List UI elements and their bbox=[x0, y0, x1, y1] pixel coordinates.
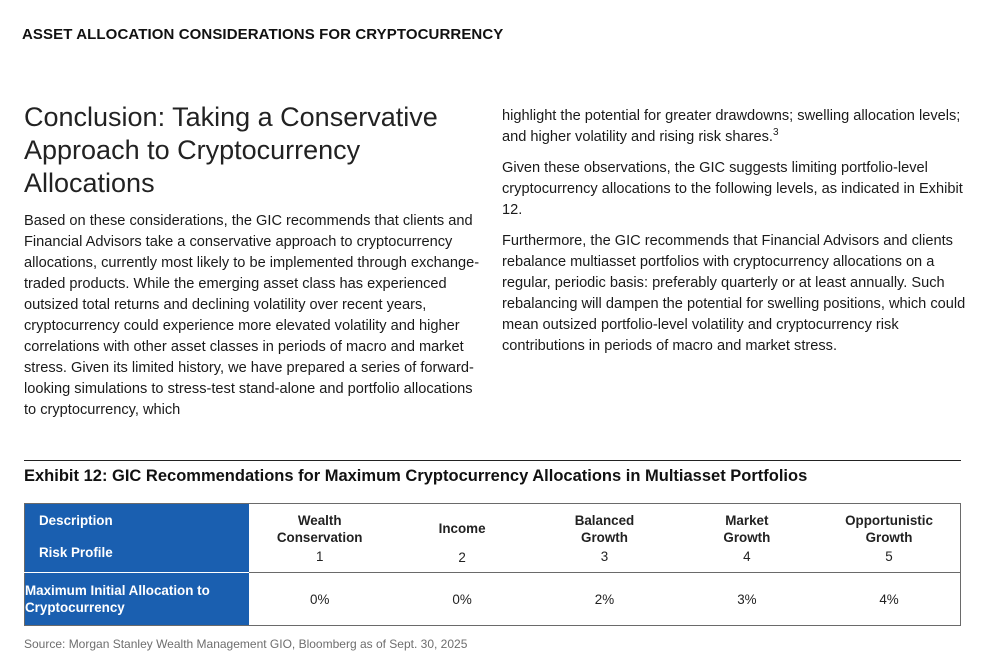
column-opportunistic-growth bbox=[818, 504, 960, 573]
section-header: ASSET ALLOCATION CONSIDERATIONS FOR CRYPTOCURRENCY bbox=[22, 26, 504, 43]
right-paragraph-1-text: highlight the potential for greater drawdowns; swelling allocation levels; and higher volatility and rising risk shares. bbox=[502, 108, 961, 145]
exhibit-divider bbox=[24, 460, 961, 461]
allocation-table bbox=[24, 503, 961, 626]
risk-value: 2 bbox=[458, 550, 466, 565]
allocation-value: 2% bbox=[533, 573, 675, 626]
profile-name: Wealth Conservation bbox=[276, 512, 363, 545]
left-paragraph: Based on these considerations, the GIC recommends that clients and Financial Advisors take a conservative approach to cryptocurrency allocations, currently most likely to be implemented through exchange-traded products. While the emerging asset class has experienced outsized total returns and declining volatility over recent years, cryptocurrency could experience more elevated volatility and higher correlations with other asset classes in periods of macro and market stress. Given its limited history, we have prepared a series of forward-looking simulations to stress-test stand-alone and portfolio allocations to cryptocurrency, which bbox=[24, 213, 480, 418]
description-risk-header bbox=[25, 504, 249, 573]
right-paragraph-1 bbox=[502, 106, 972, 148]
description-label: Description bbox=[39, 513, 113, 528]
page-title: Conclusion: Taking a Conservative Approach to Cryptocurrency Allocations bbox=[24, 102, 438, 198]
column-market-growth bbox=[676, 504, 818, 573]
footnote-marker: 3 bbox=[772, 127, 779, 139]
risk-profile-label: Risk Profile bbox=[39, 545, 113, 560]
profile-name: Market Growth bbox=[723, 512, 771, 545]
allocation-value: 3% bbox=[676, 573, 818, 626]
right-paragraph-3: Furthermore, the GIC recommends that Financial Advisors and clients rebalance multiasset portfolios with cryptocurrency allocations on a regular, periodic basis: preferably quarterly or at least annually. Such rebalancing will dampen the potential for swelling positions, which could mean outsized portfolio-level volatility and cryptocurrency risk contributions in periods of macro and market stress. bbox=[502, 233, 966, 354]
profile-name: Income bbox=[438, 521, 486, 536]
column-income bbox=[391, 504, 533, 573]
column-wealth-conservation bbox=[249, 504, 391, 573]
source-note: Source: Morgan Stanley Wealth Management GIO, Bloomberg as of Sept. 30, 2025 bbox=[24, 637, 468, 651]
risk-value: 5 bbox=[885, 548, 893, 564]
risk-value: 4 bbox=[743, 548, 751, 564]
right-column bbox=[502, 106, 972, 367]
exhibit-title: Exhibit 12: GIC Recommendations for Maximum Cryptocurrency Allocations in Multiasset Portfolios bbox=[24, 467, 808, 485]
allocation-value: 4% bbox=[818, 573, 960, 626]
table-row-profile bbox=[25, 504, 961, 573]
table-row-allocation bbox=[25, 573, 961, 626]
profile-name: Balanced Growth bbox=[574, 512, 635, 545]
column-balanced-growth bbox=[533, 504, 675, 573]
allocation-value: 0% bbox=[391, 573, 533, 626]
right-paragraph-2: Given these observations, the GIC suggests limiting portfolio-level cryptocurrency allocations to the following levels, as indicated in Exhibit 12. bbox=[502, 160, 963, 218]
risk-value: 1 bbox=[315, 548, 324, 564]
risk-value: 3 bbox=[600, 548, 609, 564]
profile-name: Opportunistic Growth bbox=[845, 512, 933, 545]
allocation-label: Maximum Initial Allocation to Cryptocurrency bbox=[25, 573, 249, 626]
left-column bbox=[24, 211, 484, 421]
allocation-value: 0% bbox=[249, 573, 391, 626]
